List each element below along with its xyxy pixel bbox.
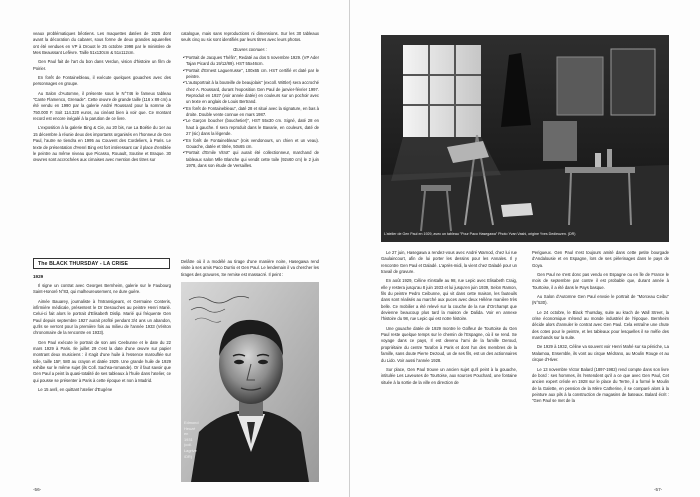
right-column-1 (381, 250, 517, 482)
left-column-1-top (33, 31, 171, 253)
caption-line: en (184, 431, 189, 437)
paragraph: De 1929 à 1932, Céline va souvent voir Henri Mahé sur sa péniche, La Malamoa, Ensemble, ils vont au cirque Médrano, au Moulin Rouge et au cirque d'Hiver. (532, 344, 669, 363)
list-item: • "L'autoportrait à la bouteille de beaujolais" (excoll. Wittler) sera accroché chez A. Roussard, durant l'exposition Gen Paul de janvier-février 1997. Reproduit en 1927 (voir année datée) en couleurs sur un pochoir avec un texte en anglais de Louis Bertrand. (183, 80, 319, 105)
paragraph: Au Salon d'Automne Gen Paul envoie le portrait de "Morceau Ceibu" (N°530). (532, 294, 669, 306)
chapter-title: The BLACK THURSDAY - LA CRISE (33, 258, 170, 269)
paragraph: En forêt de Fontainebleau, il exécute quelques gouaches avec des personnages en groupe. (33, 75, 171, 87)
list-item: • "Portrait d'Ernest Laguerrusse", 100x65 cm. HST certifié et daté par le peintre. (183, 68, 319, 81)
portrait-caption (184, 420, 214, 459)
paragraph: Gen Paul exécute le portrait de son ami Ceebunne et le date du 22 mars 1929 à Paris. Ile juillet 29 c'est la date d'une œuvre sur papier montrant deux musiciens : il s'agit d'une huile à l'essence marouflée sur toile, taille 15F, 580 au crayon et datée 1929. Une grande huile de 1929 exhibe sur le même sujet (ils Coll. Sachsa-romande). Or il faut savoir que Gen Paul a peint la quasi-totalité de ses tableaux à l'huile dans l'atelier, ce qui pousse se présenter à Paris à cette époque et non à Madrid. (33, 339, 171, 383)
paragraph: Le 13 novembre Victor Balard (1897-1982) rend compte dans son livre de bord : ses hommes, ils l'entendent qu'il a ce que avec Gen Paul, Cet ancien expert créole en 1928 sur le place du Tertre, il a formé le Moulin de la Galette, en pension de la Mère Catherine, il se comparé alors à la peinture aux pils à la construction de magasins de bateaux. Balard écrit : "Gen Paul se met de la (532, 366, 669, 404)
paragraph: Sur place, Gen Paul trouve un ancien sujet qu'il peint à la gouache, intitulée Les Laveuses de Tourtoise, aux sources Pouchard, une fontaine située à la sortie de la ville en direction de (381, 366, 517, 385)
left-column-1-bottom (33, 283, 171, 483)
caption-line: /DR) (184, 453, 192, 459)
right-column-2 (532, 250, 669, 482)
caption-line: (coll. (184, 442, 193, 448)
paragraph: Au Salon d'Automne, il présente sous le N°746 le fameux tableau "Cante Flamenco, Grenade". Cette œuvre de grande taille (116 x 89 cm) a été vendu en 1990 par la galerie André Roussard pour la somme de 750.000 F. Soit 114.320 euros, au cinéast bien à voir que. Ce montant record est encore inégalé à la parution de ce livre. (33, 90, 171, 122)
caption-line: Edmond (184, 420, 199, 425)
paragraph: Il signe un contrat avec Georges Bernheim, galerie sur le Faubourg Saint-Honoré N°83, qui malheureusement, ne dure guère. (33, 283, 171, 295)
year-heading: 1929 (33, 274, 44, 279)
paragraph: Gen Paul fait de l'art du bon dans Verdun, vision d'histoire un film de Poirier. (33, 59, 171, 71)
paragraph: veaux problématiques bêotiens. Les maquettes datées de 1925 dont avant la décoration du cabaret, sous forme de deux grandes aquarelles ont été vendues en VP à Drouot le 25 octobre 1998 par le ministère de Mes Beaussant Lefèvre. Taille 51x130cm & 51x112cm. (33, 31, 171, 56)
right-page (350, 0, 700, 497)
paragraph: Delâtre où il a modélé au tirage d'une manière noire, Hasegawa rend visite à ses amis Paco Durrio et Gen Paul. Le lendemain il va chercher les tirages des gravures, Se remise est massacré. Il peint : (181, 259, 319, 277)
list-item: • "Le Garçon boucher (bouchetier)", HST 55x30 cm. Signé, daté 28 en haut à gauche. Il sera reproduit dans le Bavarie, en couleurs, daté de 27 (sic) dans la légende. (183, 118, 319, 137)
paragraph: L'exposition à la galerie Bing & Cie, au 20 bis, rue La Boétie du 1er au 15 décembre à réunie deux des importants organisés en l'honneur de Gen Paul, l'autre se tiendra en 1995 au Couvent des Cordeliers, à Paris. Le texte de présentation d'Henri Bing est fort intéressant car il place d'emblée le peintre au même niveau que Picasso, Rouault, Soutine et Braque. 30 œuvres sont accrochées aux cimaises avec mention des titres sur (33, 125, 171, 163)
paragraph: Le 27 juin, Hasegawa a rendez-vous avec André Warnod, chez lui rue Gaulaincourt, afin de lui porter les dessins pour les Annales. Il y rencontre Gen Paul et Daladé. L'après-midi, la vient chez Daladé pour un travail de gravure. (381, 250, 517, 275)
paragraph: En août 1929, Céline s'installe au 98, rue Lepic avec Elisabeth Craig, elle y restera jusqu'au 8 juin 1933 et lui jusqu'en juin 1939, Selon Ramon, fils du peintre Pedro Ceibunne, qui vit dans cette maison, les fauteuils dans sont réalisés au marché aux puces avec deux Hélène manière très belle. Ce mobilier a été relevé sur la couche de la rue d'Orchampt que devienne beaucoup plus tard la maison de Dalida. Voir en annexe l'histoire du 98, rue Lepic qui est notre histoire. (381, 278, 517, 322)
portrait-photo (181, 282, 319, 482)
list-item: • "Portrait de Jacques Théfin", Redaté au dos 5 novembre 1929. (VP Ader Tajan Picard du 19/12/89). HST 55x46cm. (183, 55, 319, 68)
paragraph: Aimée Bauarey, journaliste à l'Intransigeant, et Germaine Conteris, infirmière médicale, présentent le Dr Desouches au peintre Henri Marié. Celui-ci fait alors le portrait d'Elisabeth Dislip. Marié qui fréquente Gen Paul depuis septembre 1927 aurait profité pendant 3/4 ans un abandon, qu'ils se verront pour la première fois au milieu de l'année 1933 (Vériton chronomaire de la rencontre en 1933). (33, 298, 171, 336)
paragraph: Le 24 octobre, le Black Thursday, suite au krach de Wall Street, la crise économique s'étend au monde industriel de l'époque. Bernheim décide alors d'annuler le contrat avec Gen Paul. Cela entraîne une chute des cotes pour le peintre, et les tableaux pour lesquelles il se méfie des marchands sur la suite. (532, 309, 669, 341)
left-column-2-intro (181, 259, 319, 281)
studio-image (381, 35, 669, 242)
works-list (181, 55, 319, 169)
paragraph: Perigueux. Gen Paul s'est toujours amité dans cette petite bourgade d'Andalousie et en Espagne, lors de ses pèlerinages dans le pays de Goya. (532, 250, 669, 268)
paragraph: Le 15 avril, en quittant l'atelier d'Eugène (38, 387, 113, 393)
studio-photo (381, 35, 669, 242)
left-column-2-top (181, 31, 319, 251)
caption-line: Heuzé (184, 425, 196, 431)
paragraph: Gen Paul ne s'est donc pas vendu en Espagne ou en Île de France le mois de septembre par contre il est probable que, durant année à Tourtoise, il a été dans le Pays basque. (532, 272, 669, 290)
studio-photo-caption: L'atelier de Gen Paul en 1929, avec un tableau "Pour Paco Hasegawa" Photo Yvan Vashi, origine Yves Dedieuzen. (DR) (384, 232, 576, 236)
list-item: • "En forêt de Fontainebleau", daté 28 et situé avec la signature, en bas à droite. Double vente connue en mars 1987. (183, 106, 319, 119)
list-item: • "Portrait d'Emile Vitrot" qui aurait été collectionneur, marchand de tableaux salon Mlle Blanche qui vendit cette toile (92x60 cm) le 2 juin 1978, dans son étude de Versailles. (183, 150, 319, 169)
section-subheading: Œuvres connues : (233, 46, 267, 52)
page-number-right: -57- (654, 487, 663, 492)
caption-line: Lagrive (184, 447, 197, 453)
caption-line: 1931 (184, 436, 193, 442)
paragraph: catalogue, mais sans reproductions ni dimensions. Sur les 30 tableaux seuls cinq ou six sont identifiés par leurs titres avec leurs photos. (181, 31, 319, 43)
page-number-left: -56- (33, 487, 42, 492)
paragraph: Une gouache datée de 1929 montre le Golfeur de Tourtoise du Gen Paul reste quelque temps sur le chemin de l'Espagne, où il se rend. Se voyage dans ce pays, Il est devenu l'ami de la famille Deroud, propriétaire du centre Tarafon à Paris et dont l'un des membres de la famille, sans doute Pierre Dezoud, un de ses fils, est un des actionnaires du Lido. Voir aussi l'année 1928. (381, 325, 517, 363)
list-item: • "En forêt de Fontainebleau" (rois vendonours, un chien et un veau). Gouache, datée et titrée, 50x65 cm. (183, 138, 319, 151)
